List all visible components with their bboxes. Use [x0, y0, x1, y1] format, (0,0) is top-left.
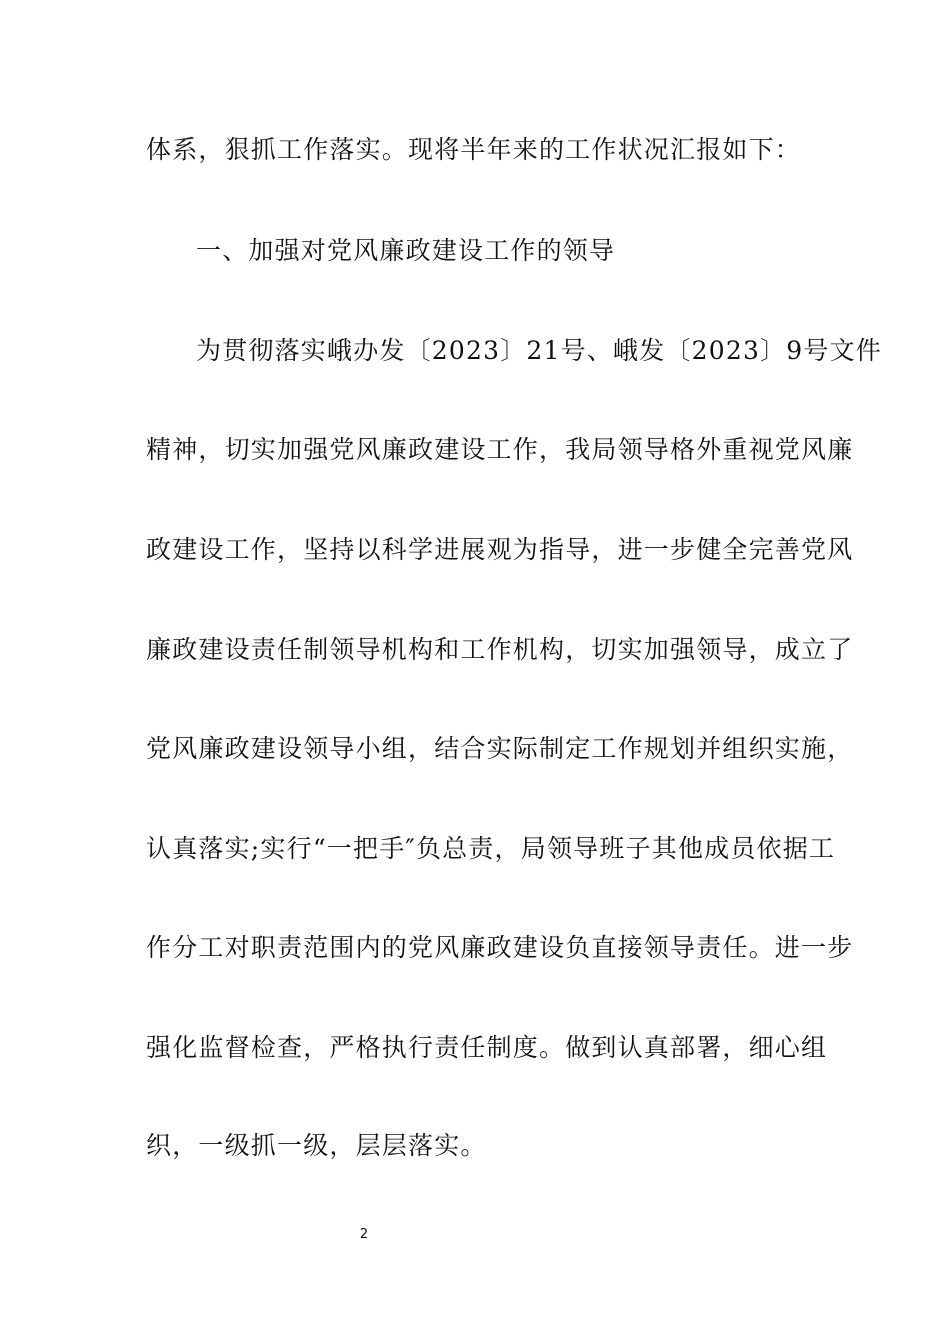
text-line: 作分工对职责范围内的党风廉政建设负直接领导责任。进一步 [146, 933, 854, 962]
text-line: 党风廉政建设领导小组，结合实际制定工作规划并组织实施， [146, 734, 854, 763]
text-line: 政建设工作，坚持以科学进展观为指导，进一步健全完善党风 [146, 535, 854, 564]
text-line: 织，一级抓一级，层层落实。 [146, 1131, 487, 1160]
section-heading: 一、加强对党风廉政建设工作的领导 [196, 236, 616, 265]
text-line: 精神，切实加强党风廉政建设工作，我局领导格外重视党风廉 [146, 435, 854, 464]
text-line: 强化监督检查，严格执行责任制度。做到认真部署，细心组 [146, 1033, 828, 1062]
text-line: 认真落实;实行“一把手″负总责，局领导班子其他成员依据工 [146, 834, 836, 863]
text-line: 为贯彻落实峨办发〔2023〕21号、峨发〔2023〕9号文件 [196, 336, 882, 365]
text-line: 体系，狠抓工作落实。现将半年来的工作状况汇报如下： [146, 135, 802, 164]
page-number: 2 [359, 1227, 369, 1242]
text-line: 廉政建设责任制领导机构和工作机构，切实加强领导，成立了 [146, 635, 854, 664]
